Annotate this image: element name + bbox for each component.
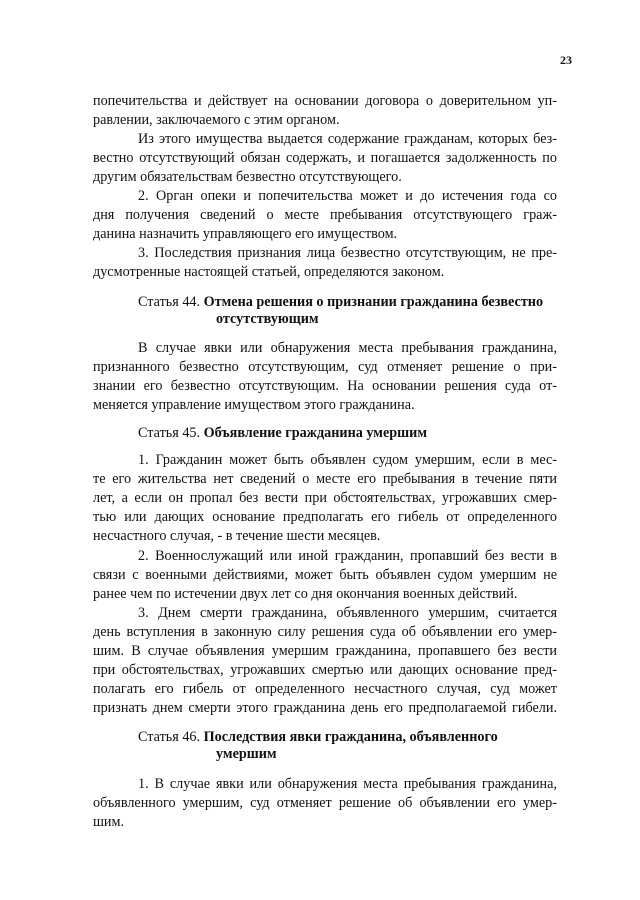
text-line: знании его безвестно отсутствующим. На основании решения суда от- [93,378,557,394]
article-46-heading [138,728,498,746]
article-title: умершим [216,746,277,762]
text-line: несчастного случая, - в течение шести месяцев. [93,528,381,544]
text-line: 1. В случае явки или обнаружения места пребывания гражданина, [138,776,557,792]
article-44-heading-cont [216,310,319,328]
text-line: 1. Гражданин может быть объявлен судом умершим, если в мес- [138,452,557,468]
text-line: меняется управление имуществом этого гражданина. [93,397,415,413]
text-line: равлении, заключаемого с этим органом. [93,112,340,128]
article-title: Последствия явки гражданина, объявленного [203,729,498,745]
article-label: Статья 46. [138,729,201,745]
article-44-heading [138,293,543,311]
text-line: шим. [93,814,125,830]
text-line: ранее чем по истечении двух лет со дня окончания военных действий. [93,586,518,602]
text-line: признанного безвестно отсутствующим, суд отменяет решение о при- [93,359,557,375]
text-line: полагать его гибель от определенного несчастного случая, суд может [93,681,557,697]
text-line: тью или дающих основание предполагать его гибель от определенного [93,509,557,525]
text-line: Из этого имущества выдается содержание гражданам, которых без- [138,131,557,147]
text-line: при обстоятельствах, угрожавших смертью или дающих основание пред- [93,662,557,678]
text-line: 3. Последствия признания лица безвестно отсутствующим, не пре- [138,245,557,261]
text-line: дня получения сведений о месте пребывания отсутствующего граж- [93,207,557,223]
text-line: другим обязательствам безвестно отсутствующего. [93,169,402,185]
page-number: 23 [560,53,572,67]
text-line: 2. Орган опеки и попечительства может и до истечения года со [138,188,557,204]
text-line: вестно отсутствующий обязан содержать, и погашается задолженность по [93,150,557,166]
text-line: В случае явки или обнаружения места пребывания гражданина, [138,340,557,356]
article-title: Отмена решения о признании гражданина безвестно [203,294,544,310]
text-line: признать днем смерти этого гражданина день его предполагаемой гибели. [93,700,557,716]
text-line: лет, а если он пропал без вести при обстоятельствах, угрожавших смер- [93,490,557,506]
article-title: отсутствующим [216,311,319,327]
text-line: попечительства и действует на основании договора о доверительном уп- [93,93,557,109]
article-label: Статья 45. [138,425,201,441]
text-line: объявленного умершим, суд отменяет решение об объявлении его умер- [93,795,557,811]
text-line: те его жительства нет сведений о месте его пребывания в течение пяти [93,471,557,487]
article-45-heading [138,424,427,442]
text-line: дусмотренные настоящей статьей, определяются законом. [93,264,445,280]
text-line: 3. Днем смерти гражданина, объявленного умершим, считается [138,605,557,621]
text-line: день вступления в законную силу решения суда об объявлении его умер- [93,624,557,640]
article-label: Статья 44. [138,294,201,310]
text-line: связи с военными действиями, может быть объявлен судом умершим не [93,567,557,583]
article-title: Объявление гражданина умершим [203,425,427,441]
text-line: данина назначить управляющего его имуществом. [93,226,398,242]
article-46-heading-cont [216,745,277,763]
text-line: шим. В случае объявления умершим гражданина, пропавшего без вести [93,643,557,659]
text-line: 2. Военнослужащий или иной гражданин, пропавший без вести в [138,548,557,564]
